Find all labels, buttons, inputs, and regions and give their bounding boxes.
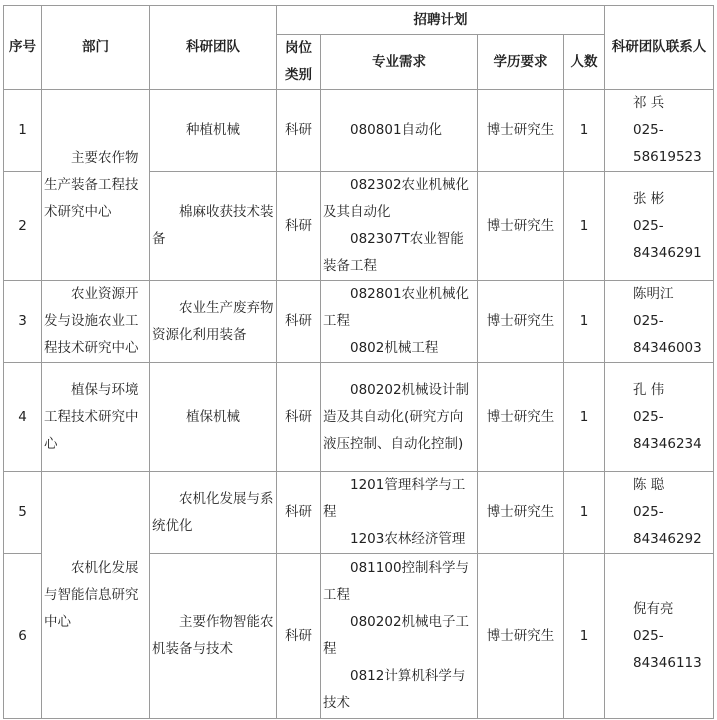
edu-cell: 博士研究生	[478, 363, 564, 472]
contact-cell	[605, 281, 714, 363]
count-cell: 1	[564, 472, 605, 554]
contact-cell	[605, 472, 714, 554]
team-label: 主要作物智能农机装备与技术	[152, 614, 274, 657]
header-dept: 部门	[42, 6, 150, 90]
edu-cell: 博士研究生	[478, 281, 564, 363]
post-cell: 科研	[277, 554, 321, 719]
major-item: 1201管理科学与工程	[323, 477, 466, 520]
contact-phone-prefix: 025-	[633, 313, 664, 329]
contact-phone-prefix: 025-	[633, 504, 664, 520]
header-team: 科研团队	[150, 6, 277, 90]
dept-cell	[42, 472, 150, 719]
dept-cell	[42, 281, 150, 363]
contact-phone-prefix: 025-	[633, 627, 664, 644]
team-cell	[150, 472, 277, 554]
team-cell: 植保机械	[150, 363, 277, 472]
major-item: 1203农林经济管理	[350, 531, 466, 547]
team-cell	[150, 554, 277, 719]
contact-name: 陈 聪	[633, 477, 665, 493]
team-label: 农业生产废弃物资源化利用装备	[152, 299, 274, 343]
count-cell: 1	[564, 172, 605, 281]
contact-name: 祁 兵	[633, 95, 665, 111]
dept-label: 植保与环境工程技术研究中心	[44, 381, 139, 452]
contact-cell	[605, 90, 714, 172]
dept-cell	[42, 90, 150, 281]
table-row	[4, 90, 714, 172]
dept-label: 主要农作物生产装备工程技术研究中心	[44, 149, 139, 220]
major-cell	[321, 363, 478, 472]
dept-label: 农业资源开发与设施农业工程技术研究中心	[44, 286, 139, 356]
major-item: 082801农业机械化工程	[323, 286, 470, 329]
major-item: 0812计算机科学与技术	[323, 668, 466, 711]
major-item: 082307T农业智能装备工程	[323, 231, 464, 274]
post-cell: 科研	[277, 363, 321, 472]
contact-phone-number: 84346113	[633, 654, 702, 671]
seq-cell: 2	[4, 172, 42, 281]
header-major: 专业需求	[321, 35, 478, 90]
major-item: 080202机械设计制造及其自动化(研究方向液压控制、自动化控制)	[323, 381, 470, 452]
seq-cell: 1	[4, 90, 42, 172]
contact-name: 陈明江	[633, 286, 674, 302]
seq-cell: 3	[4, 281, 42, 363]
seq-cell: 5	[4, 472, 42, 554]
major-cell	[321, 554, 478, 719]
major-item: 080202机械电子工程	[323, 614, 470, 657]
count-cell: 1	[564, 554, 605, 719]
contact-phone-number: 84346234	[633, 435, 702, 452]
count-cell: 1	[564, 281, 605, 363]
table-row	[4, 281, 714, 363]
contact-phone-prefix: 025-	[633, 122, 664, 138]
dept-label: 农机化发展与智能信息研究中心	[44, 559, 139, 630]
major-item: 081100控制科学与工程	[323, 560, 470, 603]
header-edu: 学历要求	[478, 35, 564, 90]
contact-name: 张 彬	[633, 190, 665, 207]
team-cell	[150, 172, 277, 281]
dept-cell	[42, 363, 150, 472]
contact-phone-prefix: 025-	[633, 217, 664, 234]
header-seq: 序号	[4, 6, 42, 90]
major-cell	[321, 472, 478, 554]
post-cell: 科研	[277, 472, 321, 554]
edu-cell: 博士研究生	[478, 90, 564, 172]
team-label: 农机化发展与系统优化	[152, 490, 274, 534]
contact-name: 孔 伟	[633, 381, 665, 398]
table-row	[4, 472, 714, 554]
team-cell	[150, 281, 277, 363]
header-plan: 招聘计划	[277, 6, 605, 35]
major-cell	[321, 281, 478, 363]
edu-cell: 博士研究生	[478, 472, 564, 554]
edu-cell: 博士研究生	[478, 554, 564, 719]
count-cell: 1	[564, 363, 605, 472]
edu-cell: 博士研究生	[478, 172, 564, 281]
post-cell: 科研	[277, 281, 321, 363]
seq-cell: 6	[4, 554, 42, 719]
table-row	[4, 363, 714, 472]
post-cell: 科研	[277, 90, 321, 172]
seq-cell: 4	[4, 363, 42, 472]
contact-phone-number: 84346003	[633, 340, 702, 356]
major-cell	[321, 172, 478, 281]
major-item: 082302农业机械化及其自动化	[323, 177, 470, 220]
major-item: 080801自动化	[350, 122, 443, 138]
team-cell: 种植机械	[150, 90, 277, 172]
header-count: 人数	[564, 35, 605, 90]
team-label: 棉麻收获技术装备	[152, 204, 274, 247]
contact-cell	[605, 172, 714, 281]
contact-phone-prefix: 025-	[633, 408, 664, 425]
post-cell: 科研	[277, 172, 321, 281]
header-row-1	[4, 6, 714, 35]
major-item: 0802机械工程	[350, 340, 439, 356]
header-post-type: 岗位类别	[277, 35, 321, 90]
contact-phone-number: 58619523	[633, 149, 702, 165]
contact-cell	[605, 363, 714, 472]
major-cell	[321, 90, 478, 172]
count-cell: 1	[564, 90, 605, 172]
contact-name: 倪有亮	[633, 600, 674, 617]
recruitment-table	[3, 5, 714, 719]
header-contact: 科研团队联系人	[605, 6, 714, 90]
contact-phone-number: 84346291	[633, 244, 702, 261]
contact-cell	[605, 554, 714, 719]
contact-phone-number: 84346292	[633, 531, 702, 547]
